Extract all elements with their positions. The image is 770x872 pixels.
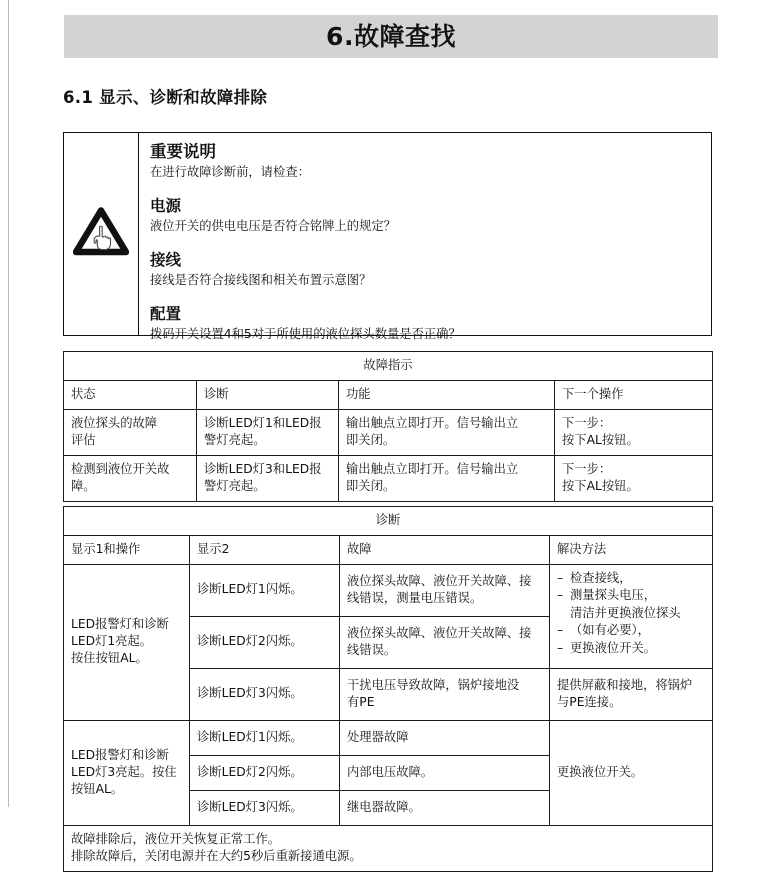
cell-fault: 液位探头故障、液位开关故障、接 线错误，测量电压错误。: [340, 564, 550, 616]
cell-fault: 内部电压故障。: [340, 755, 550, 790]
list-item: [557, 587, 705, 604]
column-header-next-action: 下一个操作: [555, 380, 713, 409]
list-text: 测量探头电压，: [570, 588, 657, 603]
diagnostics-table: [63, 506, 713, 872]
notice-body: [139, 133, 711, 341]
notice-title: 重要说明: [150, 142, 216, 161]
list-text: （如有必要），: [570, 623, 650, 638]
notice-group-title: 配置: [150, 305, 182, 324]
cell-state: 液位探头的故障 评估: [64, 409, 197, 455]
column-header-display2: 显示2: [190, 535, 340, 564]
list-item: [557, 605, 705, 622]
table-row: [64, 409, 713, 455]
important-notice-box: [63, 132, 712, 341]
column-header-function: 功能: [339, 380, 555, 409]
cell-display2: 诊断LED灯1闪烁。: [190, 720, 340, 755]
notice-group-text: 液位开关的供电电压是否符合铭牌上的规定？: [150, 218, 396, 233]
diagnostics-caption: 诊断: [64, 507, 713, 536]
table-row: [64, 720, 713, 755]
list-item: [557, 640, 705, 657]
cell-solution-list: [550, 564, 713, 668]
column-header-state: 状态: [64, 380, 197, 409]
cell-display2: 诊断LED灯2闪烁。: [190, 616, 340, 668]
cell-display1-group2: LED报警灯和诊断 LED灯3亮起。按住 按钮AL。: [64, 720, 190, 825]
table-header-row: [64, 535, 713, 564]
column-header-diagnosis: 诊断: [197, 380, 339, 409]
warning-triangle-hand-icon: [73, 207, 129, 261]
notice-subtitle: 在进行故障诊断前，请检查：: [150, 164, 310, 179]
cell-next-action: 下一步： 按下AL按钮。: [555, 409, 713, 455]
cell-fault: 液位探头故障、液位开关故障、接 线错误。: [340, 616, 550, 668]
cell-diagnosis: 诊断LED灯1和LED报 警灯亮起。: [197, 409, 339, 455]
table-caption-row: [64, 507, 713, 536]
cell-solution-group2: 更换液位开关。: [550, 720, 713, 825]
solution-list: [557, 570, 705, 657]
cell-next-action: 下一步： 按下AL按钮。: [555, 455, 713, 501]
cell-function: 输出触点立即打开。信号输出立 即关闭。: [339, 409, 555, 455]
cell-display2: 诊断LED灯2闪烁。: [190, 755, 340, 790]
chapter-title: 6.故障查找: [326, 22, 456, 51]
list-text: 检查接线，: [570, 570, 632, 585]
table-caption-row: [64, 352, 713, 381]
column-header-solution: 解决方法: [550, 535, 713, 564]
cell-state: 检测到液位开关故 障。: [64, 455, 197, 501]
list-dash: –: [557, 570, 564, 585]
notice-icon-cell: [64, 133, 139, 335]
cell-function: 输出触点立即打开。信号输出立 即关闭。: [339, 455, 555, 501]
column-header-fault: 故障: [340, 535, 550, 564]
notice-group-configuration: [150, 305, 711, 342]
list-dash: –: [557, 588, 564, 603]
table-header-row: [64, 380, 713, 409]
cell-solution: 提供屏蔽和接地，将锅炉 与PE连接。: [550, 668, 713, 720]
cell-display2: 诊断LED灯3闪烁。: [190, 668, 340, 720]
list-dash: –: [557, 623, 564, 638]
notice-group-title: 接线: [150, 251, 182, 270]
list-text: 清洁并更换液位探头: [570, 605, 681, 620]
cell-display2: 诊断LED灯1闪烁。: [190, 564, 340, 616]
chapter-title-band: [64, 15, 718, 58]
section-heading: 6.1 显示、诊断和故障排除: [63, 88, 268, 107]
cell-fault: 处理器故障: [340, 720, 550, 755]
notice-group-text: 拨码开关设置4和5对于所使用的液位探头数量是否正确？: [150, 326, 461, 341]
list-text: 更换液位开关。: [570, 640, 657, 655]
fault-indication-caption: 故障指示: [64, 352, 713, 381]
diagnostics-footnote: 故障排除后，液位开关恢复正常工作。 排除故障后，关闭电源并在大约5秒后重新接通电源。: [64, 825, 713, 871]
page-edge-rule: [8, 0, 9, 807]
fault-indication-table: [63, 351, 713, 502]
list-item: [557, 570, 705, 587]
list-dash: –: [557, 640, 564, 655]
cell-fault: 继电器故障。: [340, 790, 550, 825]
table-row: [64, 455, 713, 501]
table-footnote-row: [64, 825, 713, 871]
notice-group-title: 电源: [150, 197, 182, 216]
column-header-display1-and-action: 显示1和操作: [64, 535, 190, 564]
notice-group-text: 接线是否符合接线图和相关布置示意图？: [150, 272, 372, 287]
table-row: [64, 564, 713, 616]
list-item: [557, 622, 705, 639]
cell-display2: 诊断LED灯3闪烁。: [190, 790, 340, 825]
cell-fault: 干扰电压导致故障，锅炉接地没 有PE: [340, 668, 550, 720]
cell-display1-group1: LED报警灯和诊断 LED灯1亮起。 按住按钮AL。: [64, 564, 190, 720]
notice-group-power: [150, 197, 711, 234]
notice-group-wiring: [150, 251, 711, 288]
cell-diagnosis: 诊断LED灯3和LED报 警灯亮起。: [197, 455, 339, 501]
